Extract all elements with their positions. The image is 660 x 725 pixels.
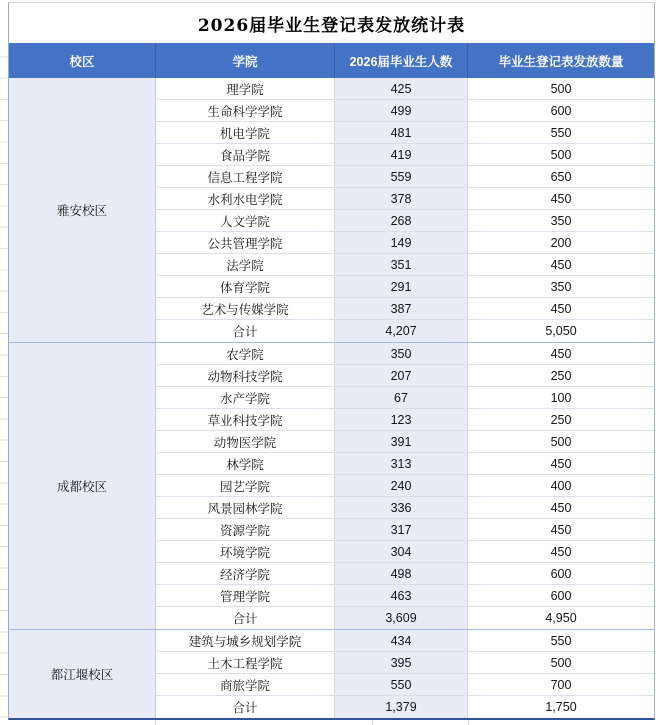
section-rows <box>156 78 654 342</box>
forms-cell[interactable]: 400 <box>468 475 654 496</box>
college-cell[interactable]: 法学院 <box>156 254 335 275</box>
section-chengdu-campus <box>9 342 654 629</box>
forms-cell[interactable]: 550 <box>468 630 654 651</box>
college-cell[interactable]: 体育学院 <box>156 276 335 297</box>
forms-cell[interactable]: 500 <box>468 652 654 673</box>
graduates-cell[interactable]: 425 <box>335 78 468 99</box>
forms-cell[interactable]: 450 <box>468 254 654 275</box>
graduates-cell[interactable]: 67 <box>335 387 468 408</box>
college-cell[interactable]: 动物科技学院 <box>156 365 335 386</box>
table-row <box>156 453 654 475</box>
table-row <box>156 100 654 122</box>
college-cell[interactable]: 环境学院 <box>156 541 335 562</box>
table-row <box>156 166 654 188</box>
graduates-cell[interactable]: 317 <box>335 519 468 540</box>
graduates-cell[interactable]: 149 <box>335 232 468 253</box>
forms-cell[interactable]: 450 <box>468 497 654 518</box>
table-row <box>156 630 654 652</box>
table-row <box>156 232 654 254</box>
forms-cell[interactable]: 550 <box>468 122 654 143</box>
forms-cell[interactable]: 450 <box>468 453 654 474</box>
college-cell[interactable]: 食品学院 <box>156 144 335 165</box>
forms-cell[interactable]: 250 <box>468 365 654 386</box>
graduates-cell[interactable]: 419 <box>335 144 468 165</box>
table-row <box>156 188 654 210</box>
total-graduates-cell[interactable]: 4,207 <box>335 320 468 342</box>
table-row <box>156 210 654 232</box>
graduates-cell[interactable]: 395 <box>335 652 468 673</box>
total-label-cell[interactable]: 合计 <box>156 696 335 718</box>
table-row <box>156 387 654 409</box>
forms-cell[interactable]: 250 <box>468 409 654 430</box>
table-row <box>156 144 654 166</box>
table-row <box>156 343 654 365</box>
total-label-cell[interactable]: 合计 <box>156 607 335 629</box>
table-row <box>156 78 654 100</box>
college-cell[interactable]: 艺术与传媒学院 <box>156 298 335 319</box>
total-label-cell[interactable]: 合计 <box>156 320 335 342</box>
table-row <box>156 409 654 431</box>
header-campus[interactable]: 校区 <box>9 43 156 78</box>
graduates-cell[interactable]: 387 <box>335 298 468 319</box>
graduates-cell[interactable]: 498 <box>335 563 468 584</box>
forms-cell[interactable]: 450 <box>468 541 654 562</box>
graduates-cell[interactable]: 207 <box>335 365 468 386</box>
graduates-cell[interactable]: 378 <box>335 188 468 209</box>
section-rows <box>156 343 654 629</box>
graduates-cell[interactable]: 291 <box>335 276 468 297</box>
college-cell[interactable]: 园艺学院 <box>156 475 335 496</box>
graduates-cell[interactable]: 336 <box>335 497 468 518</box>
forms-cell[interactable]: 700 <box>468 674 654 695</box>
table-row <box>156 475 654 497</box>
forms-cell[interactable]: 450 <box>468 519 654 540</box>
total-row <box>156 607 654 629</box>
college-cell[interactable]: 机电学院 <box>156 122 335 143</box>
total-graduates-cell[interactable]: 1,379 <box>335 696 468 718</box>
table-header-row <box>9 43 654 78</box>
college-cell[interactable]: 资源学院 <box>156 519 335 540</box>
table-row <box>156 674 654 696</box>
forms-cell[interactable]: 450 <box>468 343 654 364</box>
table-row <box>156 298 654 320</box>
forms-cell[interactable]: 450 <box>468 188 654 209</box>
total-forms-cell[interactable]: 1,750 <box>468 696 654 718</box>
college-cell[interactable]: 商旅学院 <box>156 674 335 695</box>
forms-cell[interactable]: 350 <box>468 210 654 231</box>
college-cell[interactable]: 农学院 <box>156 343 335 364</box>
forms-cell[interactable]: 600 <box>468 585 654 606</box>
graduates-cell[interactable]: 434 <box>335 630 468 651</box>
college-cell[interactable]: 林学院 <box>156 453 335 474</box>
total-row <box>156 696 654 718</box>
forms-cell[interactable]: 500 <box>468 144 654 165</box>
total-graduates-cell[interactable]: 3,609 <box>335 607 468 629</box>
table-row <box>156 497 654 519</box>
forms-cell[interactable]: 500 <box>468 431 654 452</box>
college-cell[interactable]: 水产学院 <box>156 387 335 408</box>
graduate-stats-table <box>8 2 655 720</box>
table-row <box>156 519 654 541</box>
section-rows <box>156 630 654 718</box>
college-cell[interactable]: 动物医学院 <box>156 431 335 452</box>
college-cell[interactable]: 生命科学学院 <box>156 100 335 121</box>
graduates-cell[interactable]: 481 <box>335 122 468 143</box>
graduates-cell[interactable]: 499 <box>335 100 468 121</box>
table-row <box>156 254 654 276</box>
college-cell[interactable]: 管理学院 <box>156 585 335 606</box>
college-cell[interactable]: 理学院 <box>156 78 335 99</box>
graduates-cell[interactable]: 559 <box>335 166 468 187</box>
college-cell[interactable]: 草业科技学院 <box>156 409 335 430</box>
forms-cell[interactable]: 450 <box>468 298 654 319</box>
total-forms-cell[interactable]: 4,950 <box>468 607 654 629</box>
college-cell[interactable]: 公共管理学院 <box>156 232 335 253</box>
campus-cell[interactable]: 都江堰校区 <box>9 630 156 718</box>
table-row <box>156 563 654 585</box>
college-cell[interactable]: 水利水电学院 <box>156 188 335 209</box>
table-row <box>156 541 654 563</box>
forms-cell[interactable]: 100 <box>468 387 654 408</box>
header-graduate-count[interactable]: 2026届毕业生人数 <box>335 43 468 78</box>
college-cell[interactable]: 土木工程学院 <box>156 652 335 673</box>
sheet-gridlines-left <box>0 36 8 725</box>
graduates-cell[interactable]: 550 <box>335 674 468 695</box>
graduates-cell[interactable]: 351 <box>335 254 468 275</box>
graduates-cell[interactable]: 463 <box>335 585 468 606</box>
college-cell[interactable]: 建筑与城乡规划学院 <box>156 630 335 651</box>
total-forms-cell[interactable]: 5,050 <box>468 320 654 342</box>
graduates-cell[interactable]: 304 <box>335 541 468 562</box>
graduates-cell[interactable]: 313 <box>335 453 468 474</box>
graduates-cell[interactable]: 391 <box>335 431 468 452</box>
graduates-cell[interactable]: 240 <box>335 475 468 496</box>
forms-cell[interactable]: 500 <box>468 78 654 99</box>
header-college[interactable]: 学院 <box>156 43 335 78</box>
forms-cell[interactable]: 600 <box>468 100 654 121</box>
header-forms-count[interactable]: 毕业生登记表发放数量 <box>498 54 624 69</box>
table-row <box>156 276 654 298</box>
section-dujiangyan-campus <box>9 629 654 718</box>
section-yaan-campus <box>9 78 654 342</box>
forms-cell[interactable]: 200 <box>468 232 654 253</box>
total-row <box>156 320 654 342</box>
forms-cell[interactable]: 600 <box>468 563 654 584</box>
forms-cell[interactable]: 650 <box>468 166 654 187</box>
graduates-cell[interactable]: 123 <box>335 409 468 430</box>
college-cell[interactable]: 风景园林学院 <box>156 497 335 518</box>
table-row <box>156 585 654 607</box>
table-row <box>156 122 654 144</box>
campus-cell[interactable]: 雅安校区 <box>9 78 156 342</box>
table-row <box>156 365 654 387</box>
campus-cell[interactable]: 成都校区 <box>9 343 156 629</box>
college-cell[interactable]: 经济学院 <box>156 563 335 584</box>
college-cell[interactable]: 信息工程学院 <box>156 166 335 187</box>
table-title: 2026届毕业生登记表发放统计表 <box>9 3 654 43</box>
forms-cell[interactable]: 350 <box>468 276 654 297</box>
table-row <box>156 652 654 674</box>
college-cell[interactable]: 人文学院 <box>156 210 335 231</box>
graduates-cell[interactable]: 268 <box>335 210 468 231</box>
graduates-cell[interactable]: 350 <box>335 343 468 364</box>
table-row <box>156 431 654 453</box>
